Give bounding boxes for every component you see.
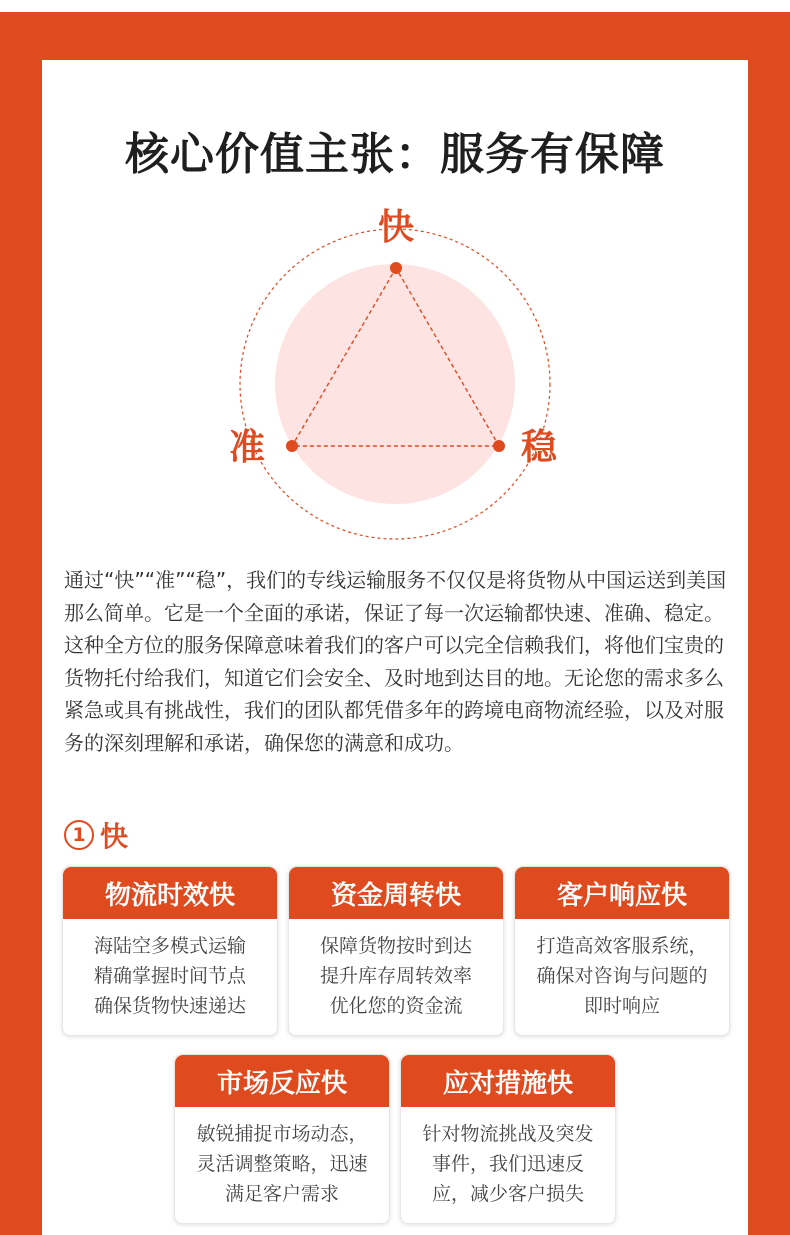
- inner-filled-circle: [275, 264, 515, 504]
- section-heading: [64, 815, 128, 855]
- intro-paragraph: 通过“快”“准”“稳”，我们的专线运输服务不仅仅是将货物从中国运送到美国那么简单。它是一个全面的承诺，保证了每一次运输都快速、准确、稳定。这种全方位的服务保障意味着我们的客户可以完全信赖我们，将他们宝贵的货物托付给我们，知道它们会安全、及时地到达目的地。无论您的需求多么紧急或具有挑战性，我们的团队都凭借多年的跨境电商物流经验，以及对服务的深刻理解和承诺，确保您的满意和成功。: [64, 568, 727, 755]
- label-stable: 稳: [521, 427, 558, 468]
- card-body: [515, 919, 729, 1021]
- card-body: [289, 919, 503, 1021]
- card-line: 优化您的资金流: [329, 995, 463, 1017]
- card-body: [63, 919, 277, 1021]
- card-title: 物流时效快: [63, 867, 277, 919]
- card-line: 敏锐捕捉市场动态，: [196, 1123, 368, 1145]
- vertex-dot-left: [286, 440, 298, 452]
- value-diagram: [42, 60, 748, 560]
- card-logistics-speed: [62, 866, 278, 1036]
- vertex-dot-top: [390, 262, 402, 274]
- label-accurate: 准: [229, 427, 266, 468]
- card-line: 海陆空多模式运输: [93, 935, 246, 957]
- card-response-measures: [400, 1054, 616, 1224]
- card-market-reaction: [174, 1054, 390, 1224]
- page-title: 核心价值主张：服务有保障: [125, 129, 665, 180]
- section-number-circle: 1: [64, 820, 94, 850]
- triangle-diagram-svg: [42, 60, 748, 560]
- card-title: 市场反应快: [175, 1055, 389, 1107]
- card-line: 灵活调整策略，迅速: [196, 1153, 368, 1175]
- card-line: 打造高效客服系统，: [536, 935, 708, 957]
- card-line: 应，减少客户损失: [431, 1183, 584, 1205]
- content-panel: [42, 60, 748, 1235]
- card-body: [401, 1107, 615, 1209]
- card-customer-response: [514, 866, 730, 1036]
- card-title: 客户响应快: [515, 867, 729, 919]
- card-capital-turnover: [288, 866, 504, 1036]
- card-body: [175, 1107, 389, 1209]
- section-label: 快: [100, 820, 129, 853]
- vertex-dot-right: [493, 440, 505, 452]
- card-title: 资金周转快: [289, 867, 503, 919]
- card-title: 应对措施快: [401, 1055, 615, 1107]
- card-line: 确保货物快速递达: [93, 995, 246, 1017]
- card-line: 精确掌握时间节点: [93, 965, 246, 987]
- card-line: 事件，我们迅速反: [431, 1153, 584, 1175]
- card-line: 针对物流挑战及突发: [422, 1123, 594, 1145]
- card-line: 提升库存周转效率: [319, 965, 472, 987]
- card-line: 满足客户需求: [224, 1183, 339, 1205]
- card-line: 确保对咨询与问题的: [536, 965, 708, 987]
- label-fast: 快: [378, 207, 415, 248]
- card-line: 即时响应: [583, 995, 660, 1017]
- card-line: 保障货物按时到达: [319, 935, 472, 957]
